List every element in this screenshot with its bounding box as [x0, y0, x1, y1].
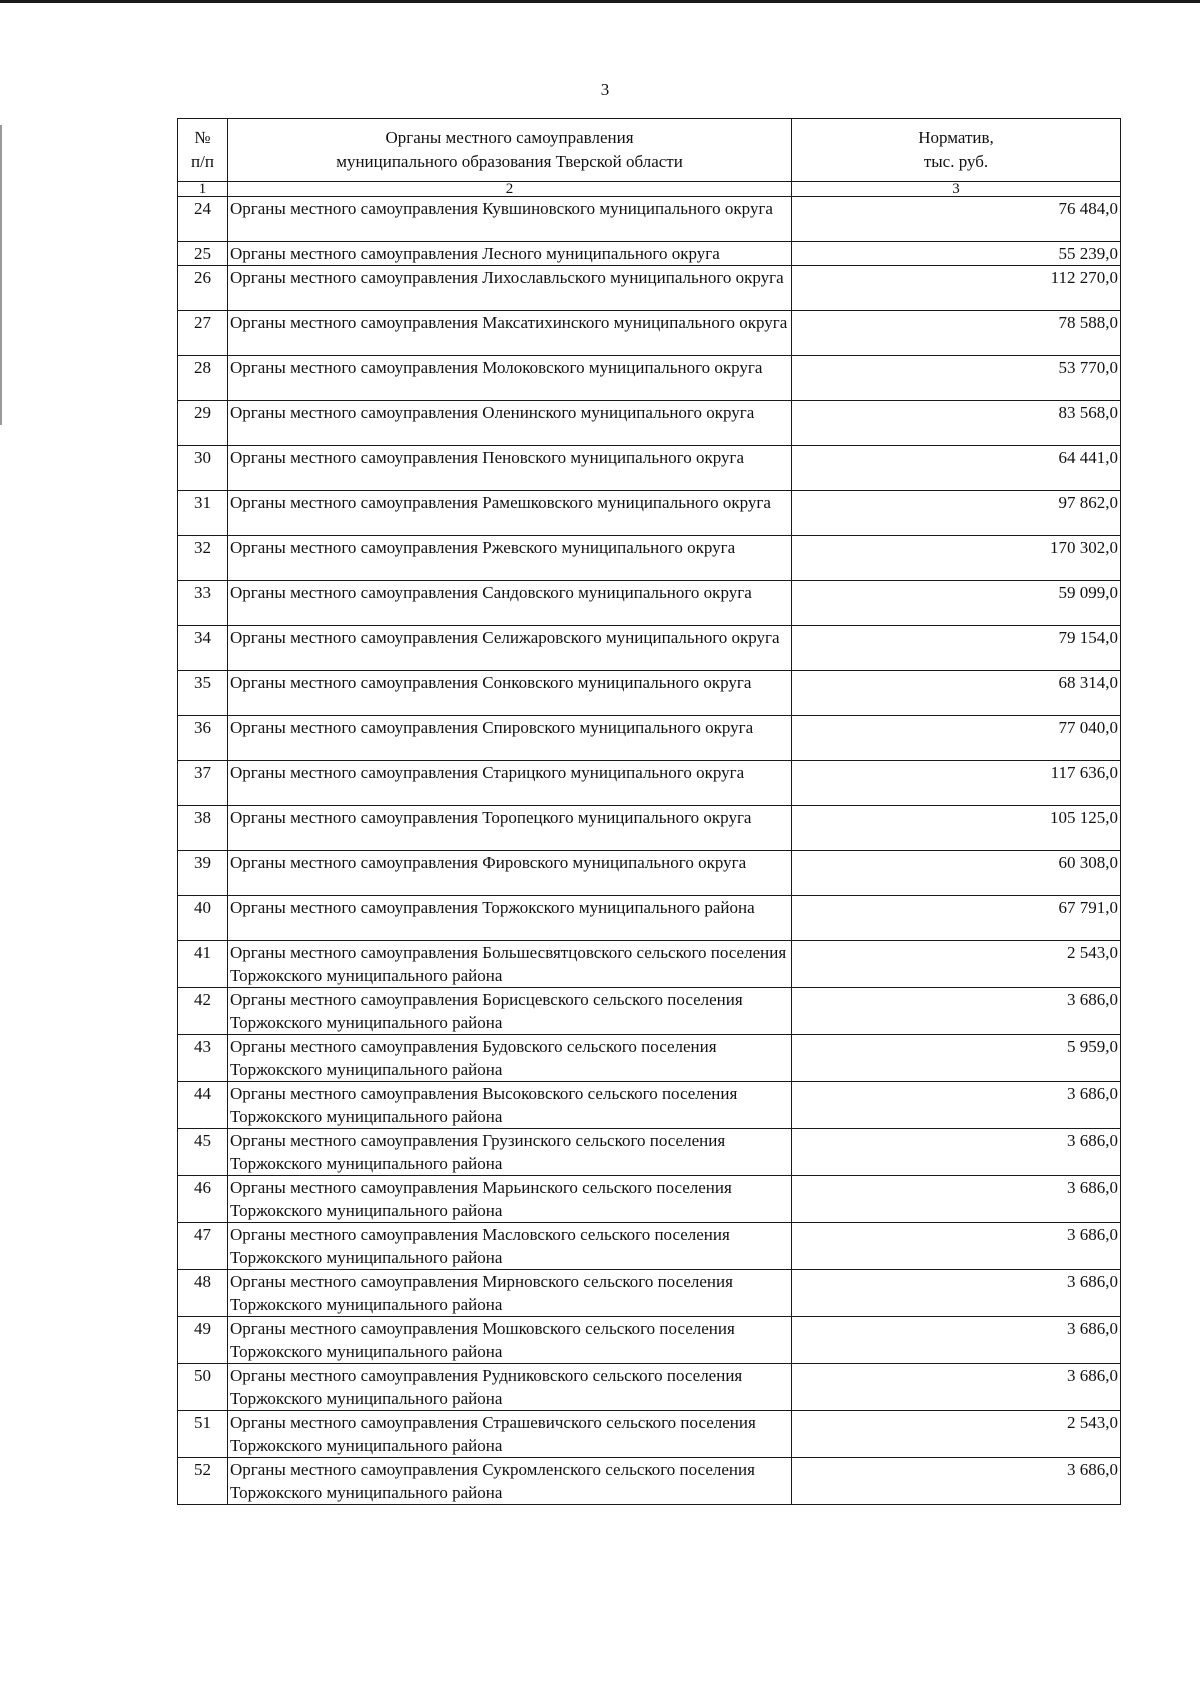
row-number: 25 [178, 242, 228, 266]
table-row [178, 446, 1121, 491]
header-name-line1: Органы местного самоуправления [385, 128, 634, 147]
page-number: 3 [600, 80, 610, 99]
table-row [178, 761, 1121, 806]
row-organ-name: Органы местного самоуправления Рудниковского сельского поселения Торжокского муниципального района [228, 1364, 792, 1411]
row-standard-value: 59 099,0 [792, 581, 1121, 626]
row-number: 32 [178, 536, 228, 581]
header-num-line2: п/п [191, 152, 214, 171]
row-organ-name: Органы местного самоуправления Старицкого муниципального округа [228, 761, 792, 806]
row-organ-name: Органы местного самоуправления Сандовского муниципального округа [228, 581, 792, 626]
row-number: 27 [178, 311, 228, 356]
row-number: 51 [178, 1411, 228, 1458]
row-number: 29 [178, 401, 228, 446]
table-row [178, 1317, 1121, 1364]
column-index-2: 2 [228, 182, 792, 197]
row-standard-value: 79 154,0 [792, 626, 1121, 671]
row-organ-name: Органы местного самоуправления Рамешковского муниципального округа [228, 491, 792, 536]
header-value [792, 119, 1121, 182]
row-organ-name: Органы местного самоуправления Марьинского сельского поселения Торжокского муниципального района [228, 1176, 792, 1223]
table-row [178, 536, 1121, 581]
row-number: 49 [178, 1317, 228, 1364]
row-number: 45 [178, 1129, 228, 1176]
row-number: 52 [178, 1458, 228, 1505]
row-number: 39 [178, 851, 228, 896]
row-number: 40 [178, 896, 228, 941]
row-number: 26 [178, 266, 228, 311]
row-standard-value: 105 125,0 [792, 806, 1121, 851]
table-row [178, 197, 1121, 242]
row-standard-value: 3 686,0 [792, 1270, 1121, 1317]
table-row [178, 1082, 1121, 1129]
row-organ-name: Органы местного самоуправления Лесного муниципального округа [228, 242, 792, 266]
row-standard-value: 68 314,0 [792, 671, 1121, 716]
scan-edge-top [0, 0, 1200, 3]
row-organ-name: Органы местного самоуправления Торопецкого муниципального округа [228, 806, 792, 851]
row-number: 44 [178, 1082, 228, 1129]
table-row [178, 626, 1121, 671]
row-number: 37 [178, 761, 228, 806]
row-organ-name: Органы местного самоуправления Торжокского муниципального района [228, 896, 792, 941]
row-organ-name: Органы местного самоуправления Кувшиновского муниципального округа [228, 197, 792, 242]
row-standard-value: 117 636,0 [792, 761, 1121, 806]
table-header-row [178, 119, 1121, 182]
row-standard-value: 67 791,0 [792, 896, 1121, 941]
row-number: 42 [178, 988, 228, 1035]
row-number: 30 [178, 446, 228, 491]
table-row [178, 1176, 1121, 1223]
row-standard-value: 170 302,0 [792, 536, 1121, 581]
table-row [178, 356, 1121, 401]
row-number: 50 [178, 1364, 228, 1411]
row-organ-name: Органы местного самоуправления Ржевского муниципального округа [228, 536, 792, 581]
row-organ-name: Органы местного самоуправления Высоковского сельского поселения Торжокского муниципального района [228, 1082, 792, 1129]
row-organ-name: Органы местного самоуправления Максатихинского муниципального округа [228, 311, 792, 356]
table-row [178, 1411, 1121, 1458]
row-number: 31 [178, 491, 228, 536]
table-row [178, 716, 1121, 761]
row-standard-value: 3 686,0 [792, 1317, 1121, 1364]
row-organ-name: Органы местного самоуправления Оленинского муниципального округа [228, 401, 792, 446]
row-standard-value: 5 959,0 [792, 1035, 1121, 1082]
row-standard-value: 64 441,0 [792, 446, 1121, 491]
row-number: 47 [178, 1223, 228, 1270]
header-num-line1: № [194, 128, 211, 147]
table-row [178, 266, 1121, 311]
row-standard-value: 97 862,0 [792, 491, 1121, 536]
row-organ-name: Органы местного самоуправления Мирновского сельского поселения Торжокского муниципального района [228, 1270, 792, 1317]
header-name [228, 119, 792, 182]
row-standard-value: 3 686,0 [792, 1223, 1121, 1270]
row-standard-value: 77 040,0 [792, 716, 1121, 761]
table-row [178, 671, 1121, 716]
row-standard-value: 76 484,0 [792, 197, 1121, 242]
row-standard-value: 78 588,0 [792, 311, 1121, 356]
row-organ-name: Органы местного самоуправления Сонковского муниципального округа [228, 671, 792, 716]
table-row [178, 941, 1121, 988]
table-row [178, 896, 1121, 941]
row-standard-value: 112 270,0 [792, 266, 1121, 311]
row-organ-name: Органы местного самоуправления Лихославльского муниципального округа [228, 266, 792, 311]
row-standard-value: 2 543,0 [792, 1411, 1121, 1458]
row-number: 35 [178, 671, 228, 716]
table-row [178, 491, 1121, 536]
row-number: 41 [178, 941, 228, 988]
table-row [178, 806, 1121, 851]
row-number: 33 [178, 581, 228, 626]
table-row [178, 1458, 1121, 1505]
row-organ-name: Органы местного самоуправления Грузинского сельского поселения Торжокского муниципального района [228, 1129, 792, 1176]
row-organ-name: Органы местного самоуправления Масловского сельского поселения Торжокского муниципального района [228, 1223, 792, 1270]
header-name-line2: муниципального образования Тверской области [336, 152, 683, 171]
table-row [178, 988, 1121, 1035]
standards-table [177, 118, 1121, 1505]
row-standard-value: 3 686,0 [792, 1364, 1121, 1411]
row-number: 36 [178, 716, 228, 761]
table-row [178, 242, 1121, 266]
scan-edge-left [0, 125, 2, 425]
header-value-line2: тыс. руб. [923, 152, 989, 171]
row-number: 28 [178, 356, 228, 401]
row-standard-value: 3 686,0 [792, 1458, 1121, 1505]
table-row [178, 1364, 1121, 1411]
header-value-line1: Норматив, [918, 128, 994, 147]
row-number: 38 [178, 806, 228, 851]
row-standard-value: 3 686,0 [792, 988, 1121, 1035]
row-organ-name: Органы местного самоуправления Большесвятцовского сельского поселения Торжокского муниципального района [228, 941, 792, 988]
row-organ-name: Органы местного самоуправления Будовского сельского поселения Торжокского муниципального района [228, 1035, 792, 1082]
row-organ-name: Органы местного самоуправления Сукромленского сельского поселения Торжокского муниципального района [228, 1458, 792, 1505]
row-number: 34 [178, 626, 228, 671]
row-number: 43 [178, 1035, 228, 1082]
table-row [178, 401, 1121, 446]
column-index-1: 1 [178, 182, 228, 197]
row-organ-name: Органы местного самоуправления Молоковского муниципального округа [228, 356, 792, 401]
row-standard-value: 53 770,0 [792, 356, 1121, 401]
row-organ-name: Органы местного самоуправления Мошковского сельского поселения Торжокского муниципального района [228, 1317, 792, 1364]
row-standard-value: 83 568,0 [792, 401, 1121, 446]
row-standard-value: 3 686,0 [792, 1082, 1121, 1129]
row-organ-name: Органы местного самоуправления Пеновского муниципального округа [228, 446, 792, 491]
row-organ-name: Органы местного самоуправления Спировского муниципального округа [228, 716, 792, 761]
table-row [178, 581, 1121, 626]
row-standard-value: 3 686,0 [792, 1176, 1121, 1223]
row-organ-name: Органы местного самоуправления Борисцевского сельского поселения Торжокского муниципального района [228, 988, 792, 1035]
row-number: 48 [178, 1270, 228, 1317]
table-row [178, 1270, 1121, 1317]
table-row [178, 851, 1121, 896]
row-standard-value: 55 239,0 [792, 242, 1121, 266]
column-index-row [178, 182, 1121, 197]
table-row [178, 1129, 1121, 1176]
row-number: 46 [178, 1176, 228, 1223]
table-row [178, 311, 1121, 356]
row-organ-name: Органы местного самоуправления Страшевичского сельского поселения Торжокского муниципального района [228, 1411, 792, 1458]
table-row [178, 1223, 1121, 1270]
row-standard-value: 60 308,0 [792, 851, 1121, 896]
row-organ-name: Органы местного самоуправления Селижаровского муниципального округа [228, 626, 792, 671]
row-number: 24 [178, 197, 228, 242]
column-index-3: 3 [792, 182, 1121, 197]
header-num [178, 119, 228, 182]
row-standard-value: 2 543,0 [792, 941, 1121, 988]
row-organ-name: Органы местного самоуправления Фировского муниципального округа [228, 851, 792, 896]
row-standard-value: 3 686,0 [792, 1129, 1121, 1176]
table-row [178, 1035, 1121, 1082]
